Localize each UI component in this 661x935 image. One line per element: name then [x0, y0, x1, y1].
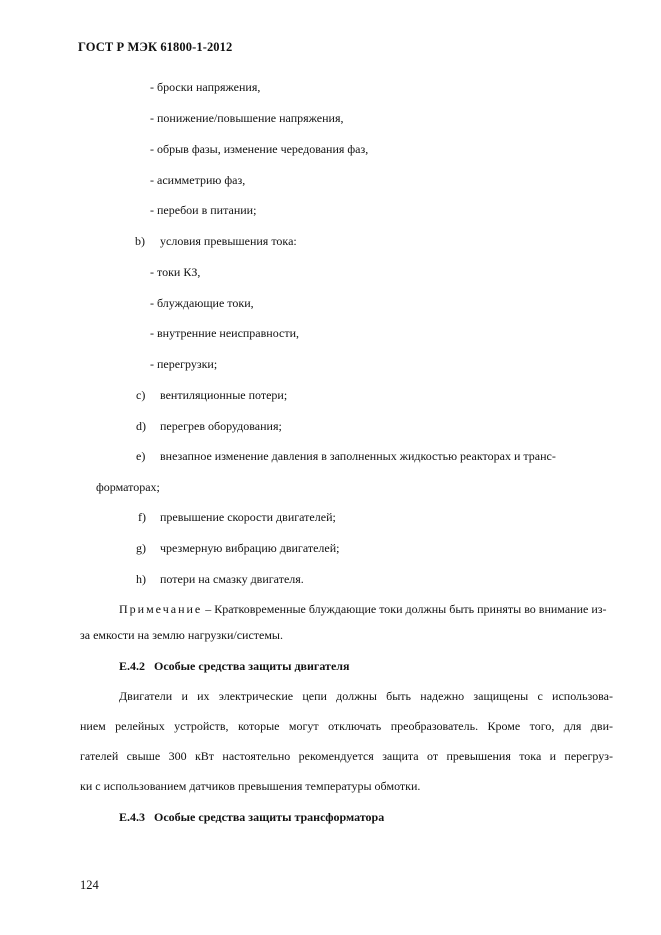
- paragraph-line: гателей свыше 300 кВт настоятельно рекомендуется защита от превышения тока и перегруз-: [80, 749, 613, 763]
- list-item-b-sub-3: - внутренние неисправности,: [150, 326, 300, 340]
- list-item-b-sub-4: - перегрузки;: [150, 357, 218, 371]
- list-item-e-text: внезапное изменение давления в заполненных жидкостью реакторах и транс-: [160, 449, 556, 463]
- list-item-h-text: потери на смазку двигателя.: [160, 572, 304, 586]
- note-text: – Кратковременные блуждающие токи должны быть приняты во внимание из-: [202, 602, 607, 616]
- paragraph-line: ки с использованием датчиков превышения температуры обмотки.: [80, 779, 421, 793]
- list-item-b-sub-2: - блуждающие токи,: [150, 296, 254, 310]
- list-marker-c: c): [136, 388, 146, 402]
- list-item-e-continuation: форматорах;: [96, 480, 160, 494]
- list-item-d-text: перегрев оборудования;: [160, 419, 282, 433]
- section-number: Е.4.3: [119, 810, 146, 824]
- section-title: Особые средства защиты двигателя: [154, 659, 350, 673]
- list-item-a-sub-4: - асимметрию фаз,: [150, 173, 246, 187]
- list-item-a-sub-2: - понижение/повышение напряжения,: [150, 111, 344, 125]
- section-heading-e42: [119, 660, 350, 672]
- section-title: Особые средства защиты трансформатора: [154, 810, 385, 824]
- list-item-a-sub-5: - перебои в питании;: [150, 203, 257, 217]
- list-item-c-text: вентиляционные потери;: [160, 388, 288, 402]
- list-item-b-sub-1: - токи КЗ,: [150, 265, 201, 279]
- note: [119, 603, 606, 615]
- section-heading-e43: [119, 811, 384, 823]
- list-item-a-sub-1: - броски напряжения,: [150, 80, 261, 94]
- list-item-f-text: превышение скорости двигателей;: [160, 510, 336, 524]
- list-marker-b: b): [135, 234, 145, 248]
- list-item-g-text: чрезмерную вибрацию двигателей;: [160, 541, 340, 555]
- paragraph-line: Двигатели и их электрические цепи должны быть надежно защищены с использова-: [119, 689, 613, 703]
- list-marker-d: d): [136, 419, 146, 433]
- paragraph-line: нием релейных устройств, которые могут отключать преобразователь. Кроме того, для дви-: [80, 719, 613, 733]
- list-marker-h: h): [136, 572, 146, 586]
- list-marker-g: g): [136, 541, 146, 555]
- section-number: Е.4.2: [119, 659, 146, 673]
- note-label: Примечание: [119, 602, 203, 616]
- document-header: ГОСТ Р МЭК 61800-1-2012: [78, 40, 233, 54]
- note-continuation: за емкости на землю нагрузки/системы.: [80, 628, 283, 642]
- list-marker-e: e): [136, 449, 146, 463]
- page-number: 124: [80, 878, 99, 892]
- list-item-b-text: условия превышения тока:: [160, 234, 297, 248]
- list-marker-f: f): [138, 510, 146, 524]
- list-item-a-sub-3: - обрыв фазы, изменение чередования фаз,: [150, 142, 369, 156]
